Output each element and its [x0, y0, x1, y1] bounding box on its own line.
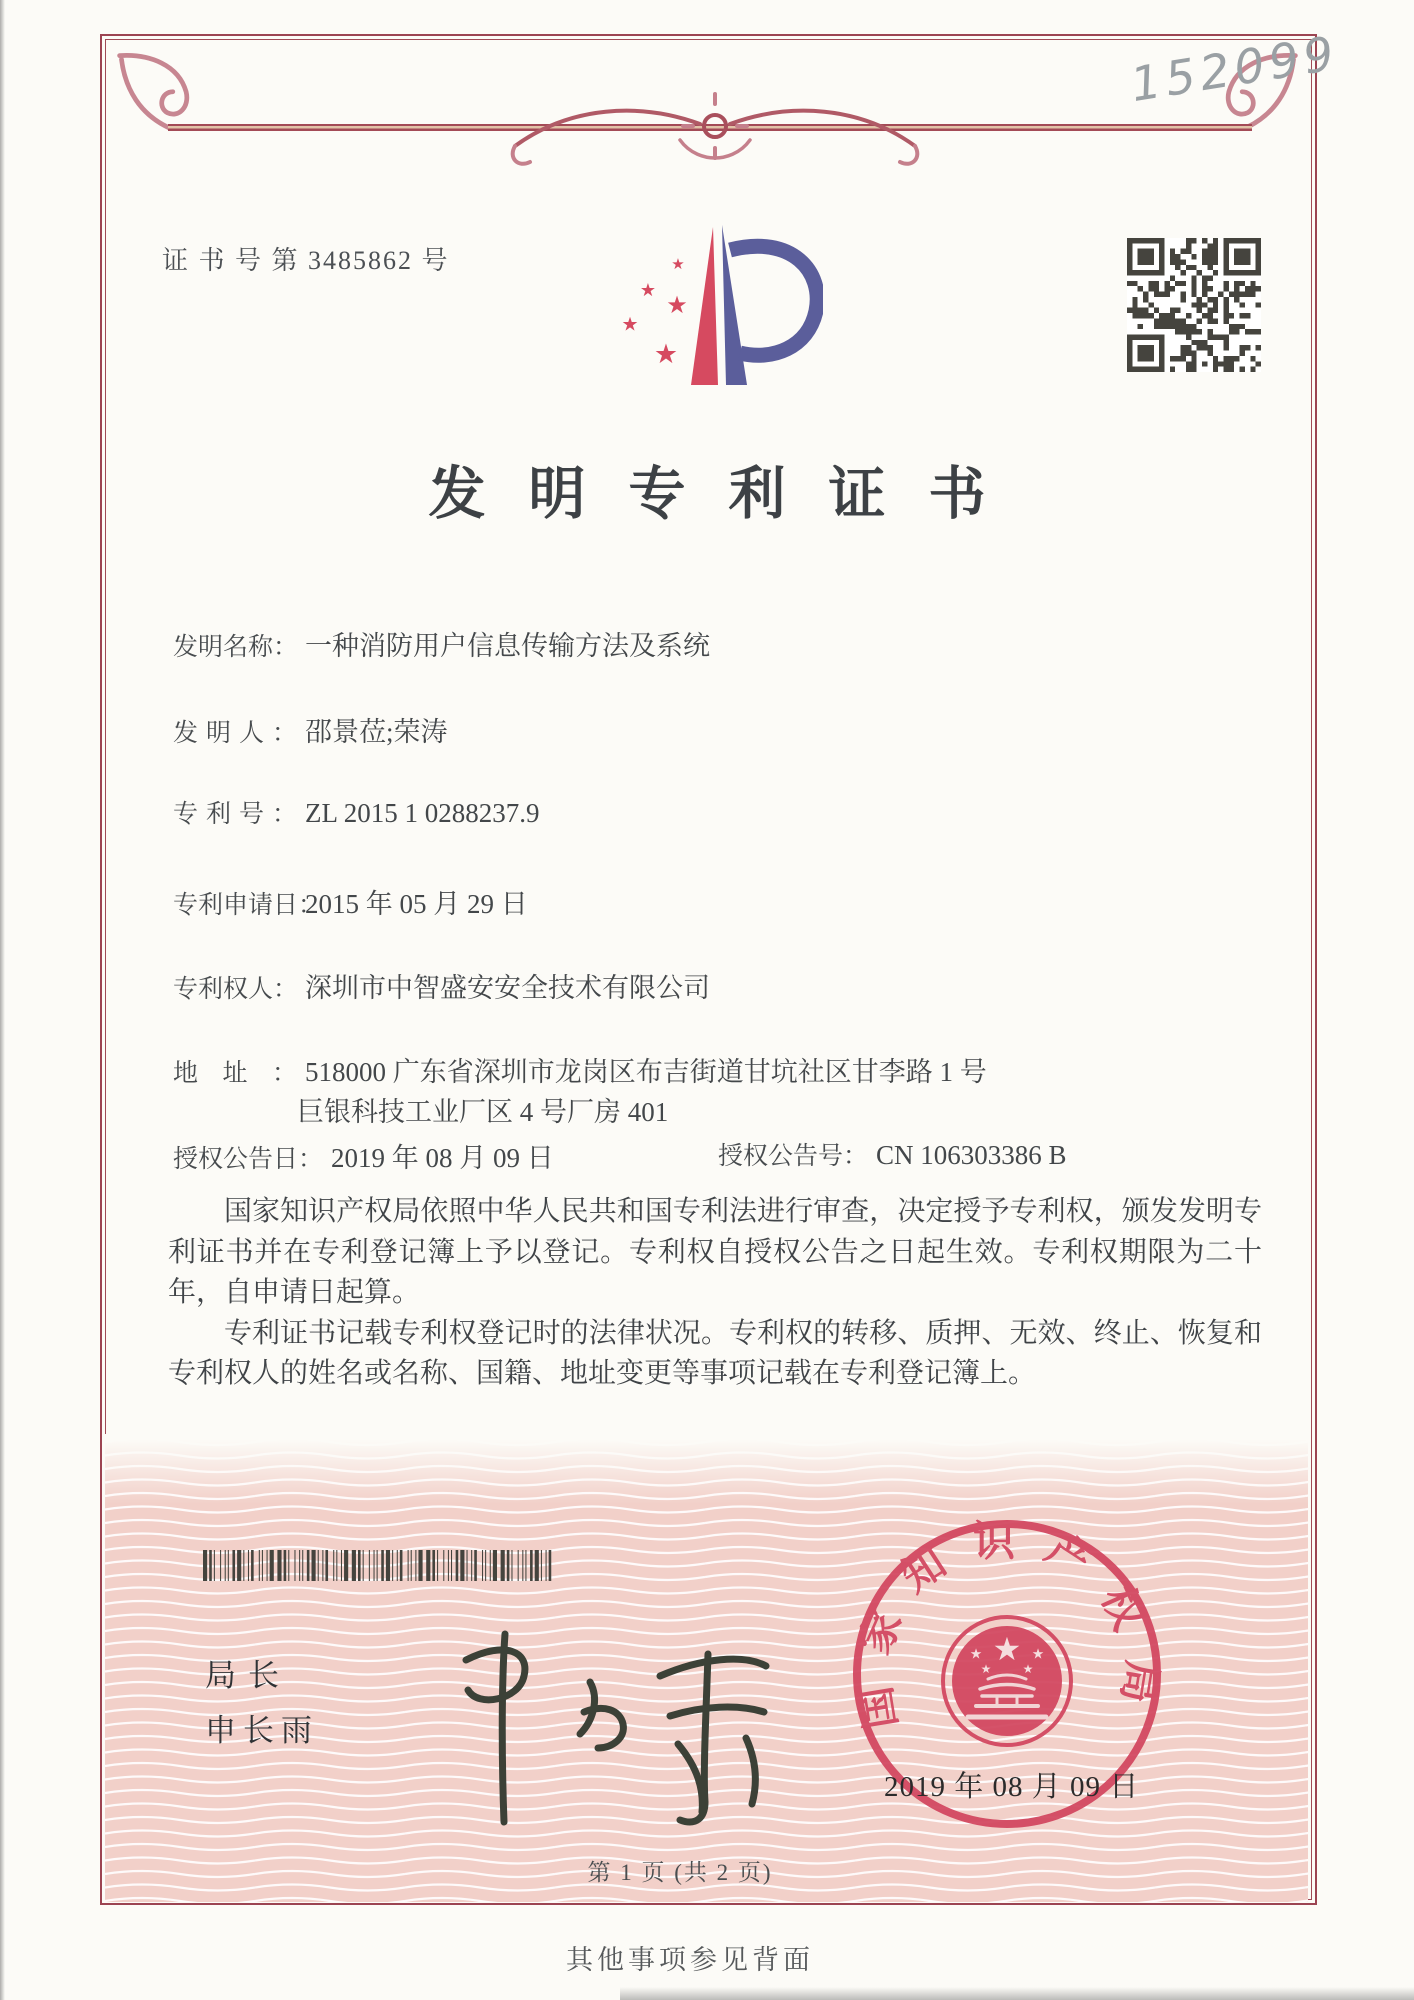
director-name: 申长雨: [205, 1713, 319, 1748]
field-value: 邵景莅;荣涛: [305, 717, 448, 747]
legal-paragraph-1: 国家知识产权局依照中华人民共和国专利法进行审查，决定授予专利权，颁发发明专利证书并在专利登记簿上予以登记。专利权自授权公告之日起生效。专利权期限为二十年，自申请日起算。: [168, 1196, 1262, 1308]
legal-paragraph-2: 专利证书记载专利权登记时的法律状况。专利权的转移、质押、无效、终止、恢复和专利权人的姓名或名称、国籍、地址变更等事项记载在专利登记簿上。: [168, 1317, 1262, 1389]
director-title-label: 局长: [205, 1658, 291, 1693]
field-value: 2019 年 08 月 09 日: [331, 1143, 554, 1173]
back-side-note: 其他事项参见背面: [566, 1945, 814, 1975]
field-value: 一种消防用户信息传输方法及系统: [305, 631, 710, 661]
svg-text:★: ★: [621, 314, 639, 336]
field-label: 专利号：: [173, 801, 297, 828]
field-row-patent-number: [173, 794, 1293, 830]
page-number: 第 1 页 (共 2 页): [587, 1860, 773, 1885]
field-value: ZL 2015 1 0288237.9: [305, 798, 540, 828]
wave-fade: [105, 1434, 1308, 1504]
qr-code: [1127, 238, 1261, 372]
svg-text:★: ★: [653, 339, 679, 369]
field-row-address: [173, 1050, 1293, 1089]
barcode: [203, 1550, 555, 1581]
field-row-inventor: [173, 710, 1293, 749]
svg-text:★: ★: [969, 1647, 983, 1663]
field-row-invention-name: [173, 624, 1293, 663]
svg-text:★: ★: [980, 1662, 992, 1676]
field-label: 授权公告日：: [173, 1146, 324, 1173]
field-value: 深圳市中智盛安安全技术有限公司: [305, 973, 710, 1003]
svg-text:★: ★: [1031, 1647, 1045, 1663]
national-emblem-icon: [943, 1617, 1071, 1745]
field-label: 发明人：: [173, 720, 297, 747]
svg-text:★: ★: [671, 257, 685, 273]
scan-edge-shadow-bottom: [620, 1987, 1414, 2000]
cnipa-logo-icon: [617, 224, 823, 390]
svg-text:★: ★: [1022, 1662, 1034, 1676]
page-title: 发明专利证书: [428, 463, 1029, 526]
field-group-grant-number: [718, 1136, 1067, 1172]
field-value: 2015 年 05 月 29 日: [305, 889, 528, 919]
seal-date: 2019 年 08 月 09 日: [884, 1771, 1140, 1803]
legal-text-block: [168, 1192, 1262, 1395]
field-label: 地址：: [173, 1060, 297, 1087]
svg-text:★: ★: [666, 293, 688, 319]
field-label: 专利申请日：: [173, 892, 324, 919]
field-row-grant: [173, 1136, 1293, 1175]
field-value: CN 106303386 B: [876, 1140, 1067, 1170]
scan-edge-shadow-left: [0, 0, 5, 2000]
field-value: 518000 广东省深圳市龙岗区布吉街道甘坑社区甘李路 1 号: [305, 1057, 987, 1087]
field-value-address-line2: 巨银科技工业厂区 4 号厂房 401: [297, 1097, 669, 1127]
certificate-number: 证 书 号 第 3485862 号: [162, 246, 450, 275]
field-label: 专利权人：: [173, 976, 299, 1003]
director-signature: [408, 1620, 803, 1840]
svg-text:★: ★: [992, 1631, 1022, 1667]
seal-agency-text: 国家知识产权局: [849, 1519, 1165, 1732]
field-row-patentee: [173, 966, 1293, 1005]
top-band-ornament-icon: [500, 84, 930, 168]
field-row-filing-date: [173, 882, 1293, 921]
svg-text:★: ★: [639, 280, 657, 300]
handwritten-number: 152099: [1126, 25, 1343, 114]
field-label: 发明名称：: [173, 634, 299, 661]
field-label: 授权公告号：: [718, 1143, 869, 1170]
